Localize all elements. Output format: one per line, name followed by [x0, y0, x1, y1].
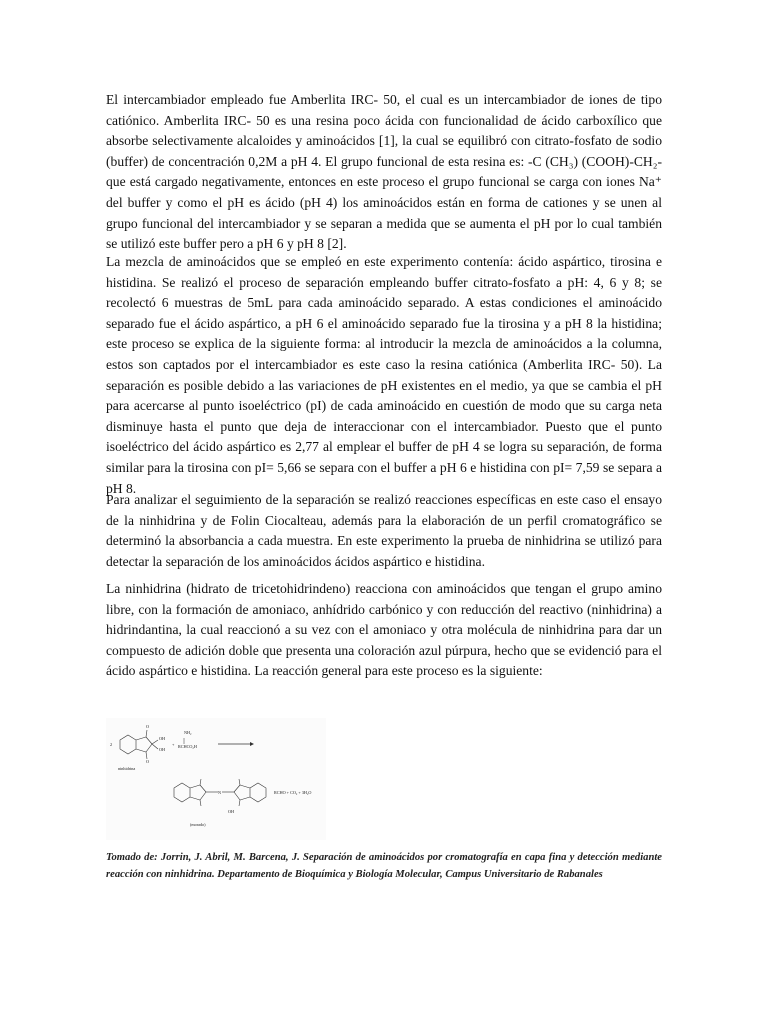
paragraph-3: Para analizar el seguimiento de la separación se realizó reacciones específicas en este caso el ensayo de la ninhidrina y de Folin Ciocalteau, además para la elaboración de un perfil cromatográfico se determinó la absorbancia a cada muestra. En este experimento la prueba de ninhidrina se utilizó para detectar la separación de los aminoácidos ácidos aspártico e histidina.	[106, 492, 662, 569]
paragraph-1: El intercambiador empleado fue Amberlita IRC- 50, el cual es un intercambiador de iones de tipo catiónico. Amberlita IRC- 50 es una resina poco ácida con funcionalidad de ácido carboxílico que absorbe selectivamente alcaloides y aminoácidos [1], la cual se equilibró con citrato-fosfato de sodio (buffer) de concentración 0,2M a pH 4. El grupo funcional de esta resina es: -C (CH₃) (COOH)-CH₂- que está cargado negativamente, entonces en este proceso el grupo funcional se carga con iones Na⁺ del buffer y como el pH es ácido (pH 4) los aminoácidos están en forma de cationes y se unen al grupo funcional del intercambiador y se separan a medida que se aumenta el pH por lo cual también se utilizó este buffer pero a pH 6 y pH 8 [2].	[106, 92, 662, 252]
hydroxyl-label-3: OH	[228, 809, 235, 814]
paragraph-2: La mezcla de aminoácidos que se empleó en este experimento contenía: ácido aspártico, tirosina e histidina. Se realizó el proceso de separación empleando buffer citrato-fosfato a pH: 4, 6 y 8; se recolectó 6 muestras de 5mL para cada aminoácido separado. A estas condiciones el aminoácido separado fue el ácido aspártico, a pH 6 el aminoácido separado fue la tirosina y a pH 8 la histidina; este proceso se explica de la siguiente forma: al introducir la mezcla de aminoácidos a la columna, estos son captados por el intercambiador es este caso la resina catiónica (Amberlita IRC- 50). La separación es posible debido a las variaciones de pH existentes en el medio, ya que se cambia el pH para acercarse al punto isoeléctrico (pI) de cada aminoácido en cuestión de modo que su carga neta disminuye hasta el punto que deja de interaccionar con el intercambiador. Puesto que el punto isoeléctrico del ácido aspártico es 2,77 al emplear el buffer de pH 4 se logra su separación, de forma similar para la tirosina con pI= 5,66 se separa con el buffer a pH 6 e histidina con pI= 7,59 se separa a pH 8.	[106, 254, 662, 496]
ninhydrin-label: ninhidrina	[118, 766, 136, 771]
nitrogen-label: N	[218, 790, 222, 795]
hydroxyl-label-2: OH	[159, 747, 166, 752]
reaction-arrow	[218, 742, 254, 746]
reaction-scheme	[106, 718, 326, 840]
oxygen-label-2: O	[146, 759, 150, 764]
ninhydrin-structure	[120, 730, 158, 759]
figure-caption: Tomado de: Jorrin, J. Abril, M. Barcena, J. Separación de aminoácidos por cromatografía en capa fina y detección mediante reacción con ninhidrina. Departamento de Bioquímica y Biología Molecular, Campus Universitario de Rabanales	[106, 852, 662, 880]
byproducts: RCHO + CO₂ + 3H₂O	[274, 790, 312, 795]
hydroxyl-label-1: OH	[159, 736, 166, 741]
paragraph-4: La ninhidrina (hidrato de tricetohidrindeno) reacciona con aminoácidos que tengan el grupo amino libre, con la formación de amoniaco, anhídrido carbónico y con reducción del reactivo (ninhidrina) a hidrindantina, la cual reaccionó a su vez con el amoniaco y otra molécula de ninhidrina para dar un compuesto de adición doble que presenta una coloración azul púrpura, hecho que se evidenció para el ácido aspártico e histidina. La reacción general para este proceso es la siguiente:	[106, 581, 662, 679]
reagent-amine: NH₂	[184, 730, 192, 735]
product-label: (morado)	[190, 822, 206, 827]
coefficient: 2	[110, 742, 113, 747]
reagent-acid: RCHCO₂H	[178, 744, 197, 749]
oxygen-label-1: O	[146, 724, 150, 729]
plus-sign: +	[172, 742, 175, 747]
ninhydrin-reaction-figure	[106, 718, 326, 840]
